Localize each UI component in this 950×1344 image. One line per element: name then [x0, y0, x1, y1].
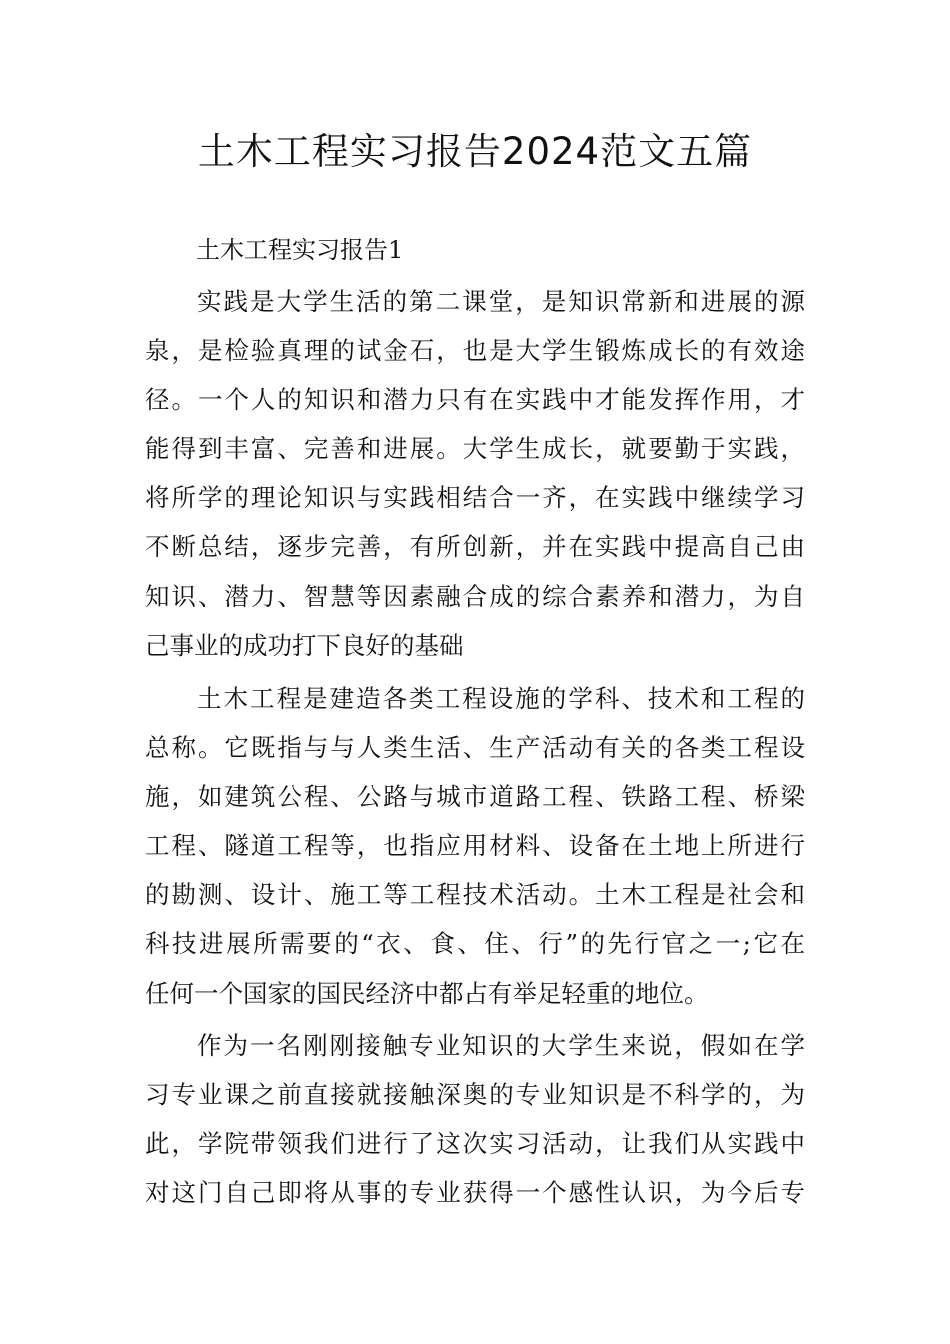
paragraph-3: [145, 1021, 805, 1217]
section-heading: 土木工程实习报告1: [196, 236, 404, 264]
paragraph-line: 对这门自己即将从事的专业获得一个感性认识，为今后专: [145, 1178, 805, 1208]
paragraph-line: 总称。它既指与与人类生活、生产活动有关的各类工程设: [145, 733, 805, 763]
paragraph-line: 不断总结，逐步完善，有所创新，并在实践中提高自己由: [145, 532, 805, 562]
paragraph-line: 作为一名刚刚接触专业知识的大学生来说，假如在学: [197, 1031, 805, 1060]
paragraph-line: 任何一个国家的国民经济中都占有举足轻重的地位。: [145, 978, 709, 1008]
paragraph-1: [145, 277, 805, 670]
paragraph-line: 将所学的理论知识与实践相结合一齐，在实践中继续学习: [145, 483, 805, 513]
paragraph-line: 习专业课之前直接就接触深奥的专业知识是不科学的，为: [145, 1080, 805, 1110]
paragraph-2: [145, 674, 805, 1018]
paragraph-line: 的勘测、设计、施工等工程技术活动。土木工程是社会和: [145, 880, 805, 910]
paragraph-line: 工程、隧道工程等，也指应用材料、设备在土地上所进行: [145, 831, 805, 861]
paragraph-line: 径。一个人的知识和潜力只有在实践中才能发挥作用，才: [145, 385, 805, 415]
paragraph-line: 能得到丰富、完善和进展。大学生成长，就要勤于实践，: [145, 434, 805, 464]
paragraph-line: 实践是大学生活的第二课堂，是知识常新和进展的源: [197, 287, 805, 316]
paragraph-line: 施，如建筑公程、公路与城市道路工程、铁路工程、桥梁: [145, 782, 805, 812]
document-title: 土木工程实习报告2024范文五篇: [197, 130, 753, 173]
paragraph-line: 此，学院带领我们进行了这次实习活动，让我们从实践中: [145, 1129, 805, 1159]
paragraph-line: 科技进展所需要的“衣、食、住、行”的先行官之一;它在: [145, 929, 805, 959]
paragraph-line: 知识、潜力、智慧等因素融合成的综合素养和潜力，为自: [145, 581, 805, 611]
paragraph-line: 己事业的成功打下良好的基础: [145, 630, 464, 660]
paragraph-line: 泉，是检验真理的试金石，也是大学生锻炼成长的有效途: [145, 336, 805, 366]
paragraph-line: 土木工程是建造各类工程设施的学科、技术和工程的: [197, 684, 805, 713]
